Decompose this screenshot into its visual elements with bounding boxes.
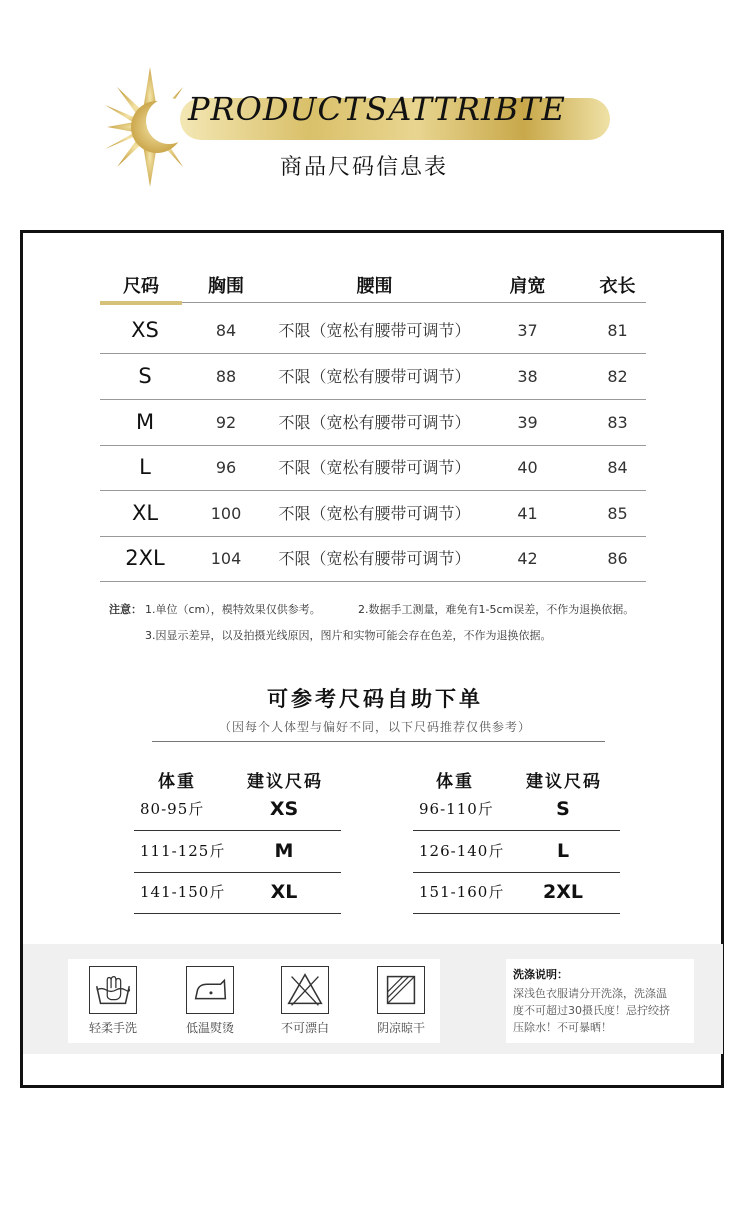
- rec-weight: 126-140斤: [419, 842, 505, 860]
- cell-bust: 88: [215, 367, 237, 386]
- recommendation-subtitle: （因每个人体型与偏好不同，以下尺码推荐仅供参考）: [218, 720, 531, 734]
- rec-row: [413, 789, 620, 831]
- cell-size: XS: [131, 318, 159, 342]
- banner-subtitle: 商品尺码信息表: [280, 155, 449, 180]
- rec-header-weight-left: 体重: [158, 772, 196, 792]
- table-row: [100, 491, 646, 537]
- note-line-3: 3.因显示差异，以及拍摄光线原因，图片和实物可能会存在色差，不作为退换依据。: [145, 629, 552, 642]
- cell-size: S: [138, 364, 152, 388]
- rec-header-size-left: 建议尺码: [247, 772, 323, 792]
- header-shoulder: 肩宽: [509, 276, 546, 297]
- rec-size: M: [274, 840, 294, 862]
- cell-size: XL: [131, 501, 159, 525]
- cell-shoulder: 38: [517, 367, 538, 386]
- note-line-2: 2.数据手工测量，难免有1-5cm误差，不作为退换依据。: [358, 603, 635, 616]
- header-divider: [182, 302, 646, 303]
- care-title: 洗涤说明：: [513, 968, 568, 981]
- table-row: [100, 536, 646, 582]
- cell-bust: 84: [215, 321, 237, 340]
- header-waist: 腰围: [356, 276, 393, 297]
- care-text-line: 深浅色衣服请分开洗涤，洗涤温: [513, 987, 667, 1000]
- cell-size: 2XL: [125, 546, 165, 570]
- no-bleach-icon: [281, 966, 329, 1014]
- care-label: 不可漂白: [280, 1021, 329, 1035]
- rec-size: XS: [269, 798, 299, 820]
- cell-size: L: [139, 455, 151, 479]
- note-line-1: 1.单位（cm），模特效果仅供参考。: [145, 603, 321, 616]
- rec-row: [413, 872, 620, 914]
- table-row: [100, 445, 646, 491]
- cell-length: 83: [607, 413, 628, 432]
- cell-size: M: [135, 410, 155, 434]
- cell-length: 81: [607, 321, 628, 340]
- hand-wash-icon: [89, 966, 137, 1014]
- rec-header-size-right: 建议尺码: [526, 772, 602, 792]
- table-row: [100, 308, 646, 354]
- rec-size: S: [556, 798, 570, 820]
- rec-weight: 141-150斤: [140, 883, 226, 901]
- cell-waist: 不限（宽松有腰带可调节）: [278, 504, 471, 523]
- rec-weight: 151-160斤: [419, 883, 505, 901]
- cell-bust: 100: [210, 504, 242, 523]
- low-iron-icon: [186, 966, 234, 1014]
- care-item-low-iron: [170, 966, 250, 1036]
- care-item-shade-dry: [361, 966, 441, 1036]
- rec-header-weight-right: 体重: [436, 772, 474, 792]
- shade-dry-icon: [377, 966, 425, 1014]
- cell-waist: 不限（宽松有腰带可调节）: [278, 321, 471, 340]
- header-size: 尺码: [123, 276, 159, 297]
- cell-shoulder: 39: [517, 413, 538, 432]
- care-text-line: 度不可超过30摄氏度！忌拧绞挤: [513, 1004, 670, 1017]
- cell-waist: 不限（宽松有腰带可调节）: [278, 367, 471, 386]
- care-label: 轻柔手洗: [88, 1021, 137, 1035]
- recommendation-title: 可参考尺码自助下单: [267, 687, 483, 711]
- header-length: 衣长: [599, 276, 636, 297]
- banner-title: PRODUCTSATTRIBTE: [188, 90, 566, 128]
- cell-shoulder: 41: [517, 504, 538, 523]
- rec-size: XL: [270, 881, 298, 903]
- cell-length: 86: [607, 549, 628, 568]
- rec-weight: 111-125斤: [140, 842, 226, 860]
- rec-size: 2XL: [543, 881, 583, 903]
- cell-bust: 96: [215, 458, 237, 477]
- cell-shoulder: 42: [517, 549, 538, 568]
- rec-row: [134, 789, 341, 831]
- cell-bust: 92: [215, 413, 237, 432]
- cell-length: 84: [607, 458, 628, 477]
- recommendation-divider: [152, 741, 605, 742]
- cell-waist: 不限（宽松有腰带可调节）: [278, 549, 471, 568]
- header-bust: 胸围: [208, 276, 244, 297]
- care-item-hand-wash: [73, 966, 153, 1036]
- rec-weight: 80-95斤: [140, 800, 205, 818]
- cell-waist: 不限（宽松有腰带可调节）: [278, 413, 471, 432]
- care-item-no-bleach: [265, 966, 345, 1036]
- cell-shoulder: 37: [517, 321, 538, 340]
- care-label: 阴凉晾干: [376, 1021, 425, 1035]
- rec-weight: 96-110斤: [419, 800, 494, 818]
- care-label: 低温熨烫: [185, 1021, 234, 1035]
- note-label: 注意：: [109, 603, 142, 616]
- care-text-line: 压除水！不可暴晒！: [513, 1021, 612, 1034]
- cell-bust: 104: [210, 549, 242, 568]
- header-accent-underline: [100, 301, 182, 305]
- table-row: [100, 354, 646, 400]
- rec-row: [413, 831, 620, 873]
- table-row: [100, 400, 646, 446]
- cell-waist: 不限（宽松有腰带可调节）: [278, 458, 471, 477]
- cell-shoulder: 40: [517, 458, 538, 477]
- cell-length: 85: [607, 504, 628, 523]
- rec-row: [134, 872, 341, 914]
- cell-length: 82: [607, 367, 628, 386]
- rec-size: L: [556, 840, 570, 862]
- rec-row: [134, 831, 341, 873]
